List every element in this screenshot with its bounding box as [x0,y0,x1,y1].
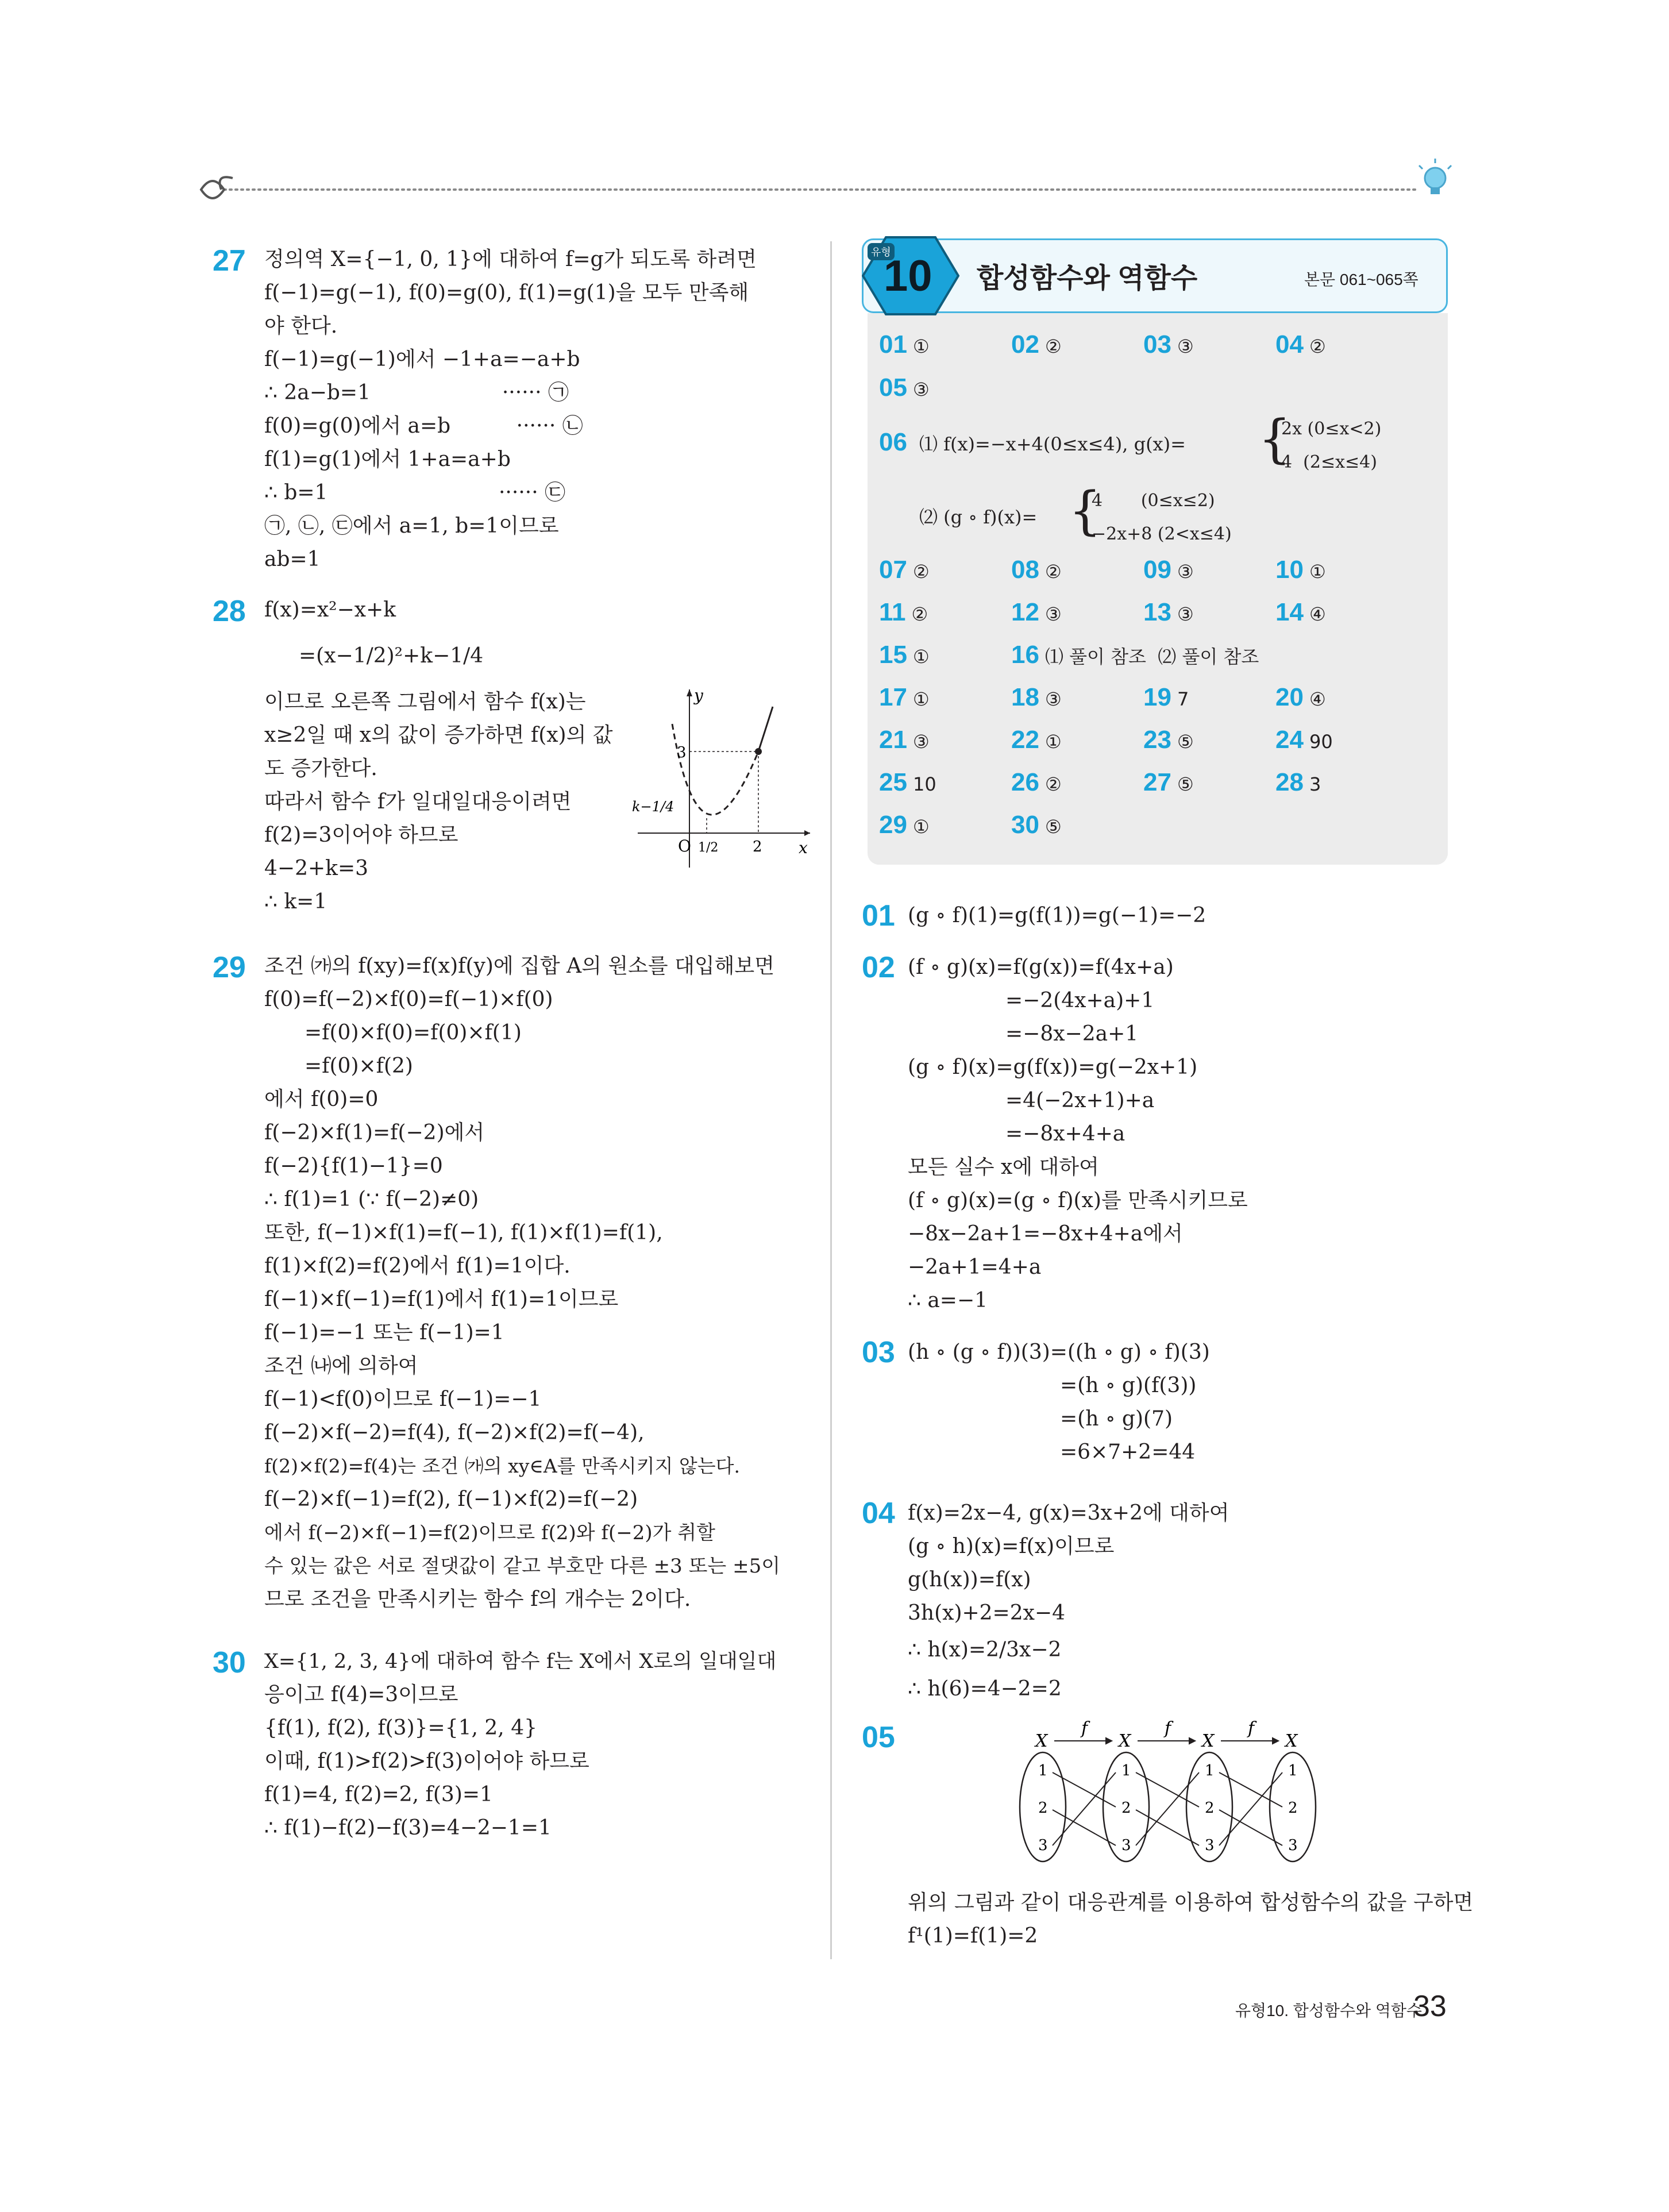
solution-number: 03 [862,1336,895,1369]
text-line: =−8x−2a+1 [1005,1022,1139,1046]
problem-number: 30 [213,1646,246,1679]
answer-11: 11 ② [879,598,928,626]
text-line: −2a+1=4+a [908,1255,1042,1279]
answer-21: 21 ③ [879,726,930,754]
text-line: x≥2일 때 x의 값이 증가하면 f(x)의 값 [264,723,613,747]
text-line: =4(−2x+1)+a [1005,1089,1155,1112]
box-ref: 본문 061~065쪽 [1304,271,1419,288]
answer-box [862,238,1448,865]
answer-12: 12 ③ [1011,598,1062,626]
tick-label-2: 2 [753,838,762,855]
text-line: =6×7+2=44 [1060,1440,1196,1464]
answer-22: 22 ① [1011,726,1062,754]
text-line: {f(1), f(2), f(3)}={1, 2, 4} [264,1716,537,1740]
text-line: f(−2)×f(−1)=f(2), f(−1)×f(2)=f(−2) [264,1487,638,1511]
answer-06-case2: 4 (2≤x≤4) [1281,452,1377,472]
text-line: 조건 ㈏에 의하여 [264,1354,418,1378]
answer-29: 29 ① [879,811,930,839]
text-line: f¹(1)=f(1)=2 [908,1924,1038,1948]
text-line: =f(0)×f(2) [304,1054,413,1078]
problem-27 [213,241,810,575]
solution-number: 01 [862,899,895,932]
answer-25: 25 10 [879,768,936,796]
text-line: 또한, f(−1)×f(1)=f(−1), f(1)×f(1)=f(1), [264,1221,663,1244]
answer-23: 23 ⑤ [1143,726,1194,754]
page-number: 33 [1413,1990,1447,2023]
text-line: f(2)=3이어야 하므로 [264,823,458,847]
text-line: f(2)×f(2)=f(4)는 조건 ㈎의 xy∈A를 만족시키지 않는다. [264,1455,741,1477]
answer-30: 30 ⑤ [1011,811,1062,839]
text-line: f(1)=4, f(2)=2, f(3)=1 [264,1783,493,1806]
footer-label: 유형10. 합성함수와 역함수 [1235,2002,1422,2020]
solution-number: 05 [862,1721,895,1754]
text-line: g(h(x))=f(x) [908,1568,1031,1591]
text-line: f(0)=g(0)에서 a=b ······ ㉡ [264,414,583,438]
text-line: ∴ a=−1 [908,1289,988,1312]
text-line: =(h ∘ g)(f(3)) [1060,1374,1197,1397]
box-title: 합성함수와 역함수 [977,263,1198,294]
element-label: 2 [1038,1799,1048,1817]
text-line: 3h(x)+2=2x−4 [908,1601,1065,1625]
answer-13: 13 ③ [1143,598,1194,626]
answer-28: 28 3 [1275,768,1321,796]
set-label: X [1285,1731,1298,1751]
text-line: f(−1)<f(0)이므로 f(−1)=−1 [264,1388,542,1411]
text-line: =f(0)×f(0)=f(0)×f(1) [304,1021,522,1045]
parabola-graph [632,684,816,873]
text-line: 모든 실수 x에 대하여 [908,1155,1099,1179]
text-line: 4−2+k=3 [264,857,369,880]
problem-number: 29 [213,951,246,984]
answer-18: 18 ③ [1011,683,1062,711]
problem-number: 28 [213,595,246,628]
element-label: 1 [1121,1762,1131,1779]
text-line: ab=1 [264,548,321,571]
answer-06-case1: 2x (0≤x<2) [1281,419,1382,439]
answer-01: 01 ① [879,330,930,359]
answer-27: 27 ⑤ [1143,768,1194,796]
set-label: X [1119,1731,1131,1751]
answers-grid [879,330,1442,847]
text-line: f(−2)×f(1)=f(−2)에서 [264,1121,485,1144]
brace-2: { [1069,481,1102,541]
element-label: 1 [1038,1762,1048,1779]
text-line: 이때, f(1)>f(2)>f(3)이어야 하므로 [264,1749,589,1773]
answer-03: 03 ③ [1143,330,1194,359]
solution-05 [862,1718,1474,1959]
text-line: 에서 f(−2)×f(−1)=f(2)이므로 f(2)와 f(−2)가 취할 [264,1521,715,1544]
text-line: 위의 그림과 같이 대응관계를 이용하여 합성함수의 값을 구하면 [908,1891,1474,1914]
text-line: 조건 ㈎의 f(xy)=f(x)f(y)에 집합 A의 원소를 대입해보면 [264,954,774,978]
text-line: =(x−1/2)²+k−1/4 [299,644,484,668]
answer-09: 09 ③ [1143,556,1194,584]
min-label: k−1/4 [632,799,674,815]
answer-06: 06 [879,428,907,456]
text-line: f(x)=2x−4, g(x)=3x+2에 대하여 [908,1501,1229,1525]
element-label: 1 [1288,1762,1298,1779]
text-line: f(−1)=g(−1), f(0)=g(0), f(1)=g(1)을 모두 만족해 [264,281,749,305]
origin-label: O [678,837,691,855]
lightbulb-icon [1419,159,1451,194]
answer-20: 20 ④ [1275,683,1326,711]
answer-24: 24 90 [1275,726,1333,754]
element-label: 3 [1205,1837,1215,1854]
answer-06-part1: ⑴ f(x)=−x+4(0≤x≤4), g(x)= [919,433,1186,455]
problem-28 [213,592,810,925]
text-line: 이므로 오른쪽 그림에서 함수 f(x)는 [264,690,586,714]
answer-04: 04 ② [1275,330,1326,359]
text-line: ∴ 2a−b=1 ······ ㉠ [264,381,569,404]
element-label: 2 [1121,1799,1131,1817]
element-label: 2 [1205,1799,1215,1817]
text-line: −8x−2a+1=−8x+4+a에서 [908,1222,1183,1246]
answer-14: 14 ④ [1275,598,1326,626]
tick-label-3: 3 [677,744,687,761]
set-label: X [1035,1731,1048,1751]
text-line: ∴ h(x)=2/3x−2 [908,1638,1062,1662]
element-label: 3 [1038,1837,1048,1854]
text-line: 에서 f(0)=0 [264,1088,379,1111]
text-line: f(1)×f(2)=f(2)에서 f(1)=1이다. [264,1254,571,1278]
text-line: ∴ h(6)=4−2=2 [908,1677,1062,1701]
solution-02 [862,948,1448,1321]
text-line: f(x)=x²−x+k [264,598,396,622]
text-line: 수 있는 값은 서로 절댓값이 같고 부호만 다른 ±3 또는 ±5이 [264,1555,781,1578]
text-line: =−8x+4+a [1005,1122,1125,1146]
text-line: ∴ b=1 ······ ㉢ [264,481,566,504]
text-line: 응이고 f(4)=3이므로 [264,1683,458,1706]
answer-15: 15 ① [879,641,930,669]
answer-06-case4: −2x+8 (2<x≤4) [1092,524,1232,544]
answer-17: 17 ① [879,683,930,711]
column-divider [830,241,832,1959]
answer-02: 02 ② [1011,330,1062,359]
element-label: 1 [1205,1762,1215,1779]
problem-29 [213,948,822,1626]
text-line: ㉠, ㉡, ㉢에서 a=1, b=1이므로 [264,514,559,538]
text-line: (g ∘ h)(x)=f(x)이므로 [908,1535,1115,1558]
answer-08: 08 ② [1011,556,1062,584]
axis-label-y: y [694,686,703,705]
text-line: f(0)=f(−2)×f(0)=f(−1)×f(0) [264,988,553,1011]
text-line: (g ∘ f)(x)=g(f(x))=g(−2x+1) [908,1055,1198,1079]
text-line: =(h ∘ g)(7) [1060,1407,1173,1431]
type-tag: 유형 [868,243,895,260]
answer-07: 07 ② [879,556,930,584]
problem-30 [213,1643,822,1862]
text-line: X={1, 2, 3, 4}에 대하여 함수 f는 X에서 X로의 일대일대 [264,1650,777,1673]
header-decor [190,155,1465,224]
tick-label-half: 1/2 [698,841,719,855]
text-line: 따라서 함수 f가 일대일대응이려면 [264,790,572,814]
brace-1: { [1258,409,1292,469]
answer-10: 10 ① [1275,556,1326,584]
map-label: f [1165,1718,1171,1739]
text-line: ∴ k=1 [264,890,327,914]
answer-26: 26 ② [1011,768,1062,796]
answer-05: 05 ③ [879,373,930,402]
text-line: (f ∘ g)(x)=(g ∘ f)(x)를 만족시키므로 [908,1189,1248,1212]
text-line: 도 증가한다. [264,757,377,780]
answer-06-case3: 4 (0≤x≤2) [1092,491,1215,511]
solution-04 [862,1494,1448,1712]
solution-01 [862,896,1448,937]
map-label: f [1081,1718,1088,1739]
answer-06-part2: ⑵ (g ∘ f)(x)= [919,506,1038,528]
set-label: X [1202,1731,1215,1751]
text-line: f(−2)×f(−2)=f(4), f(−2)×f(2)=f(−4), [264,1421,645,1444]
text-line: f(−1)=g(−1)에서 −1+a=−a+b [264,348,580,371]
text-line: (h ∘ (g ∘ f))(3)=((h ∘ g) ∘ f)(3) [908,1340,1210,1364]
text-line: f(−1)=−1 또는 f(−1)=1 [264,1321,504,1344]
text-line: 야 한다. [264,314,338,338]
element-label: 3 [1288,1837,1298,1854]
solution-number: 04 [862,1497,895,1530]
answer-19: 19 7 [1143,683,1189,711]
text-line: 정의역 X={−1, 0, 1}에 대하여 f=g가 되도록 하려면 [264,248,757,271]
text-line: (f ∘ g)(x)=f(g(x))=f(4x+a) [908,955,1174,979]
text-line: f(−2){f(1)−1}=0 [264,1154,443,1178]
solution-03 [862,1333,1448,1482]
problem-number: 27 [213,244,246,278]
text-line: (g ∘ f)(1)=g(f(1))=g(−1)=−2 [908,904,1207,927]
element-label: 2 [1288,1799,1298,1817]
answer-16: 16 ⑴ 풀이 참조 ⑵ 풀이 참조 [1011,641,1259,669]
map-label: f [1248,1718,1255,1739]
element-label: 3 [1121,1837,1131,1854]
text-line: =−2(4x+a)+1 [1005,989,1155,1012]
text-line: f(1)=g(1)에서 1+a=a+b [264,448,511,471]
type-number: 10 [884,252,932,300]
axis-label-x: x [799,838,808,857]
text-line: f(−1)×f(−1)=f(1)에서 f(1)=1이므로 [264,1288,619,1311]
solution-number: 02 [862,951,895,984]
text-line: ∴ f(1)−f(2)−f(3)=4−2−1=1 [264,1816,552,1840]
mapping-diagram [1017,1718,1385,1867]
text-line: ∴ f(1)=1 (∵ f(−2)≠0) [264,1188,479,1211]
text-line: 므로 조건을 만족시키는 함수 f의 개수는 2이다. [264,1587,691,1611]
